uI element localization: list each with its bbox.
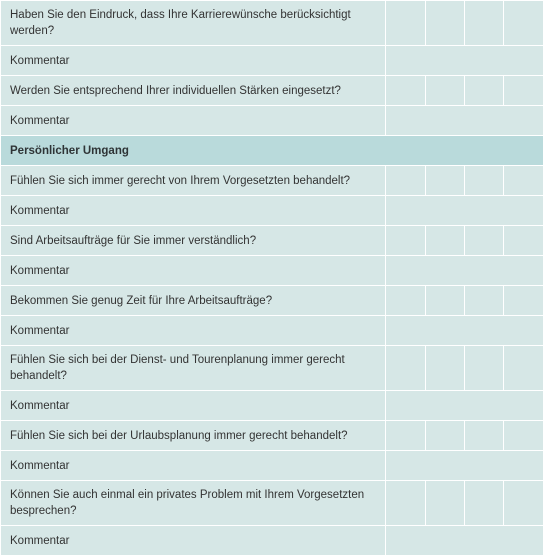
question-row: [1, 166, 543, 196]
comment-label: Kommentar: [1, 391, 386, 421]
comment-field[interactable]: [386, 391, 543, 421]
answer-cell-4[interactable]: [504, 421, 543, 451]
comment-label: Kommentar: [1, 46, 386, 76]
comment-field[interactable]: [386, 256, 543, 286]
answer-cell-3[interactable]: [465, 226, 504, 256]
answer-cell-3[interactable]: [465, 166, 504, 196]
answer-cell-4[interactable]: [504, 226, 543, 256]
answer-cell-1[interactable]: [386, 346, 426, 391]
question-text: Fühlen Sie sich bei der Urlaubsplanung immer gerecht behandelt?: [1, 421, 386, 451]
answer-cell-2[interactable]: [426, 421, 465, 451]
answer-cell-2[interactable]: [426, 1, 465, 46]
answer-cell-4[interactable]: [504, 286, 543, 316]
answer-cell-3[interactable]: [465, 421, 504, 451]
answer-cell-2[interactable]: [426, 481, 465, 526]
answer-cell-1[interactable]: [386, 166, 426, 196]
section-title: Persönlicher Umgang: [1, 136, 543, 166]
answer-cell-1[interactable]: [386, 1, 426, 46]
question-row: [1, 76, 543, 106]
comment-row: [1, 256, 543, 286]
question-row: [1, 226, 543, 256]
comment-row: [1, 526, 543, 556]
answer-cell-1[interactable]: [386, 286, 426, 316]
answer-cell-3[interactable]: [465, 1, 504, 46]
comment-label: Kommentar: [1, 106, 386, 136]
question-text: Können Sie auch einmal ein privates Problem mit Ihrem Vorgesetzten besprechen?: [1, 481, 386, 526]
answer-cell-1[interactable]: [386, 421, 426, 451]
comment-row: [1, 106, 543, 136]
comment-field[interactable]: [386, 316, 543, 346]
answer-cell-4[interactable]: [504, 76, 543, 106]
comment-label: Kommentar: [1, 316, 386, 346]
answer-cell-2[interactable]: [426, 226, 465, 256]
comment-row: [1, 451, 543, 481]
comment-field[interactable]: [386, 451, 543, 481]
answer-cell-2[interactable]: [426, 346, 465, 391]
comment-label: Kommentar: [1, 196, 386, 226]
answer-cell-3[interactable]: [465, 76, 504, 106]
answer-cell-4[interactable]: [504, 1, 543, 46]
question-row: [1, 421, 543, 451]
comment-row: [1, 316, 543, 346]
answer-cell-1[interactable]: [386, 76, 426, 106]
question-text: Fühlen Sie sich bei der Dienst- und Tourenplanung immer gerecht behandelt?: [1, 346, 386, 391]
comment-label: Kommentar: [1, 451, 386, 481]
answer-cell-4[interactable]: [504, 346, 543, 391]
question-text: Fühlen Sie sich immer gerecht von Ihrem Vorgesetzten behandelt?: [1, 166, 386, 196]
question-text: Werden Sie entsprechend Ihrer individuellen Stärken eingesetzt?: [1, 76, 386, 106]
question-text: Bekommen Sie genug Zeit für Ihre Arbeitsaufträge?: [1, 286, 386, 316]
comment-field[interactable]: [386, 106, 543, 136]
question-text: Sind Arbeitsaufträge für Sie immer verständlich?: [1, 226, 386, 256]
answer-cell-4[interactable]: [504, 166, 543, 196]
question-row: [1, 286, 543, 316]
answer-cell-3[interactable]: [465, 346, 504, 391]
answer-cell-1[interactable]: [386, 226, 426, 256]
comment-label: Kommentar: [1, 256, 386, 286]
answer-cell-2[interactable]: [426, 286, 465, 316]
comment-field[interactable]: [386, 46, 543, 76]
comment-field[interactable]: [386, 196, 543, 226]
answer-cell-4[interactable]: [504, 481, 543, 526]
comment-row: [1, 391, 543, 421]
answer-cell-3[interactable]: [465, 481, 504, 526]
question-text: Haben Sie den Eindruck, dass Ihre Karrierewünsche berücksichtigt werden?: [1, 1, 386, 46]
question-row: [1, 481, 543, 526]
answer-cell-2[interactable]: [426, 166, 465, 196]
section-header-row: [1, 136, 543, 166]
comment-row: [1, 46, 543, 76]
question-row: [1, 346, 543, 391]
comment-label: Kommentar: [1, 526, 386, 556]
comment-field[interactable]: [386, 526, 543, 556]
comment-row: [1, 196, 543, 226]
answer-cell-3[interactable]: [465, 286, 504, 316]
question-row: [1, 1, 543, 46]
answer-cell-1[interactable]: [386, 481, 426, 526]
answer-cell-2[interactable]: [426, 76, 465, 106]
